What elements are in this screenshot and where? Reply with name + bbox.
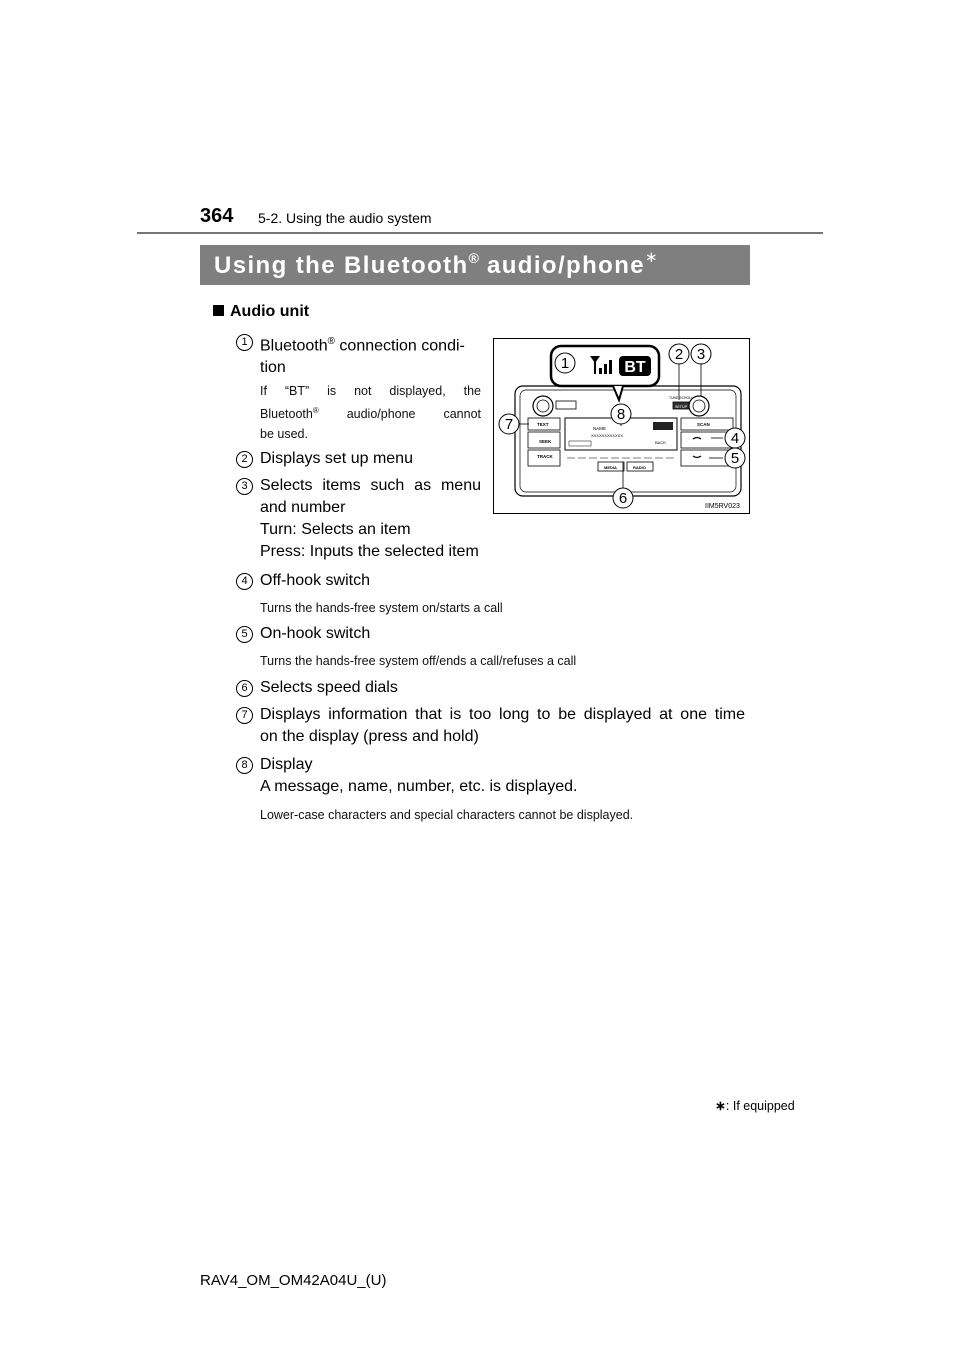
item-5-note: Turns the hands-free system off/ends a call/refuses a call [260, 654, 577, 668]
item-number-5: 5 [236, 626, 253, 643]
title-text: Using the Bluetooth [214, 252, 469, 279]
footnote [715, 1098, 795, 1114]
figure-button-label: SCAN [697, 422, 710, 427]
item-1-note-line3: be used. [260, 427, 308, 442]
if-equipped-star: ∗ [645, 249, 658, 266]
item-3-line1: Selects items such as menu [260, 477, 481, 494]
registered-mark: ® [327, 336, 335, 347]
callout-8: 8 [616, 406, 626, 423]
item-8-line1: Display [260, 756, 313, 773]
item-4-note: Turns the hands-free system on/starts a call [260, 601, 503, 615]
section-title: 5-2. Using the audio system [258, 210, 432, 226]
item-7-line2: on the display (press and hold) [260, 728, 479, 745]
item-6-text: Selects speed dials [260, 679, 398, 696]
footnote-star-icon: ∗ [715, 1098, 726, 1113]
item-1-note-line2 [260, 401, 481, 424]
figure-button-label: MEDIA [604, 465, 617, 470]
item-1-note-line2b: audio/phone cannot [318, 407, 481, 422]
item-number-4: 4 [236, 573, 253, 590]
item-3-line4: Press: Inputs the selected item [260, 543, 479, 560]
figure-code: IIM5RV023 [705, 503, 740, 510]
item-number-8: 8 [236, 757, 253, 774]
screen-line: NAME [593, 426, 607, 431]
figure-button-label: SEEK [539, 439, 552, 444]
item-number-3: 3 [236, 478, 253, 495]
page-title [200, 245, 750, 285]
item-5-text: On-hook switch [260, 625, 371, 642]
header-rule [137, 232, 823, 234]
footer-code: RAV4_OM_OM42A04U_(U) [200, 1272, 387, 1289]
audio-unit-figure [493, 338, 750, 514]
item-1-line1b: connection condi- [334, 337, 465, 355]
item-1-note-line1: If “BT” is not displayed, the [260, 384, 481, 398]
item-1-note [260, 381, 481, 444]
callout-2: 2 [674, 346, 684, 363]
item-7-text [260, 704, 745, 748]
item-1-text [260, 331, 465, 379]
item-1-line1: Bluetooth [260, 337, 328, 355]
item-3-text [260, 475, 481, 563]
registered-mark: ® [468, 250, 479, 266]
callout-7: 7 [504, 416, 514, 433]
item-number-7: 7 [236, 707, 253, 724]
bt-indicator-text: BT [624, 359, 646, 376]
figure-button-label: TEXT [537, 422, 549, 427]
page-number: 364 [200, 205, 234, 227]
item-8-note: Lower-case characters and special characters cannot be displayed. [260, 808, 634, 822]
item-8-line2: A message, name, number, etc. is displayed. [260, 778, 578, 795]
item-4-text: Off-hook switch [260, 572, 370, 589]
screen-line: BACK [655, 440, 666, 445]
figure-button-label: SETUP [675, 405, 687, 409]
callout-5: 5 [730, 450, 740, 467]
callout-3: 3 [696, 346, 706, 363]
title-rest: audio/phone [478, 252, 646, 279]
callout-6: 6 [618, 490, 628, 507]
figure-button-label: TRACK [537, 454, 553, 459]
square-bullet-icon [213, 305, 224, 316]
registered-mark: ® [312, 406, 319, 415]
item-8-text [260, 754, 578, 798]
subheading [213, 303, 309, 321]
callout-1: 1 [560, 355, 570, 372]
item-number-1: 1 [236, 334, 253, 351]
item-3-line2: and number [260, 499, 346, 516]
figure-button-label: TUNE·SCROLL [669, 396, 693, 400]
screen-line: XXXXXXXXXXXX [591, 433, 624, 438]
audio-unit-illustration [493, 338, 750, 514]
item-2-text: Displays set up menu [260, 450, 413, 467]
footnote-text: : If equipped [725, 1099, 795, 1113]
item-7-line1: Displays information that is too long to be displayed at one time [260, 706, 745, 723]
figure-button-label: RADIO [633, 465, 646, 470]
item-number-2: 2 [236, 451, 253, 468]
item-number-6: 6 [236, 680, 253, 697]
item-1-line2: tion [260, 359, 286, 377]
subheading-text: Audio unit [230, 303, 310, 320]
item-1-note-line2a: Bluetooth [260, 407, 313, 422]
item-3-line3: Turn: Selects an item [260, 521, 411, 538]
callout-4: 4 [730, 430, 740, 447]
